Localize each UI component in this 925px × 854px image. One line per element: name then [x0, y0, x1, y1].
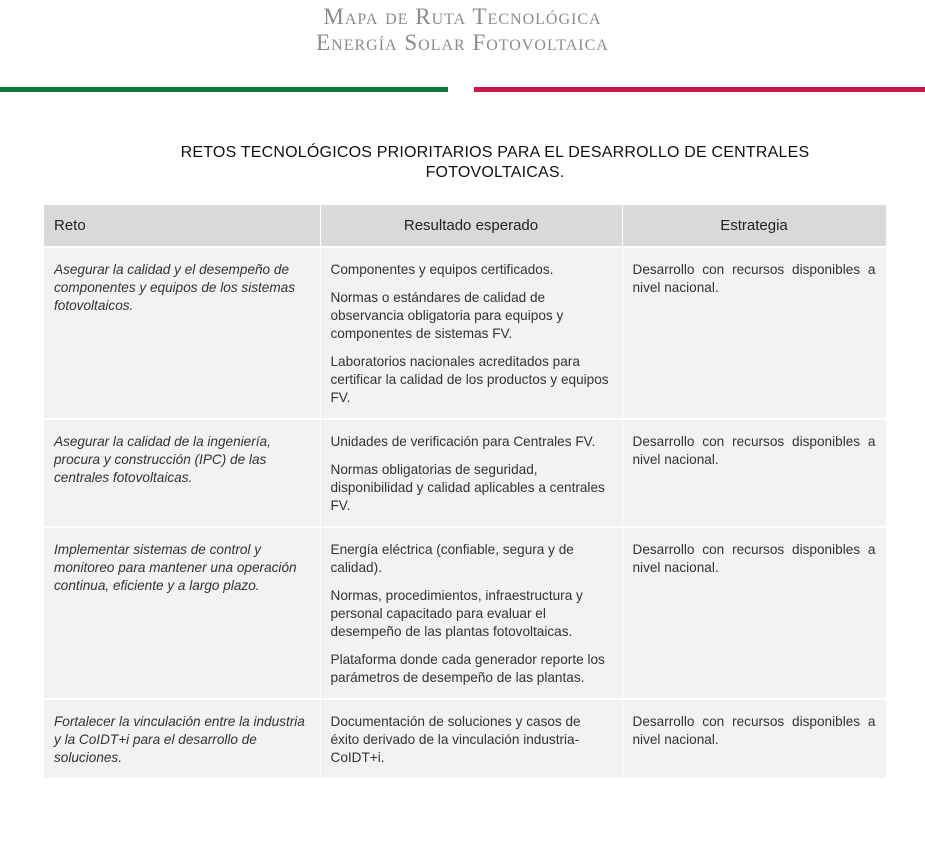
reto-cell: Asegurar la calidad y el desempeño de componentes y equipos de los sistemas fotovoltaicos.: [44, 247, 320, 419]
table-row: [44, 527, 886, 699]
resultado-item: Componentes y equipos certificados.: [330, 262, 554, 277]
resultado-item: Normas, procedimientos, infraestructura y personal capacitado para evaluar el desempeño de las plantas fotovoltaicas.: [330, 588, 583, 639]
header-band-red: [474, 87, 925, 92]
section-title-line-2: FOTOVOLTAICAS.: [425, 164, 565, 181]
estrategia-cell: Desarrollo con recursos disponibles a nivel nacional.: [622, 527, 886, 699]
estrategia-cell: Desarrollo con recursos disponibles a nivel nacional.: [622, 699, 886, 778]
reto-cell: Fortalecer la vinculación entre la industria y la CoIDT+i para el desarrollo de soluciones.: [44, 699, 320, 778]
column-header-reto: Reto: [44, 205, 320, 247]
table-row: [44, 419, 886, 527]
resultado-item: Laboratorios nacionales acreditados para certificar la calidad de los productos y equipos FV.: [330, 354, 609, 405]
resultado-cell: [320, 699, 622, 778]
document-header: [0, 4, 925, 56]
resultado-item: Plataforma donde cada generador reporte los parámetros de desempeño de las plantas.: [330, 652, 605, 685]
table-row: [44, 699, 886, 778]
estrategia-cell: Desarrollo con recursos disponibles a nivel nacional.: [622, 419, 886, 527]
table-row: [44, 247, 886, 419]
header-line-2: Energía Solar Fotovoltaica: [316, 30, 609, 55]
resultado-item: Documentación de soluciones y casos de éxito derivado de la vinculación industria-CoIDT+i.: [330, 714, 581, 765]
reto-cell: Implementar sistemas de control y monitoreo para mantener una operación continua, eficiente y a largo plazo.: [44, 527, 320, 699]
section-title: [110, 143, 880, 183]
estrategia-cell: Desarrollo con recursos disponibles a nivel nacional.: [622, 247, 886, 419]
resultado-cell: [320, 247, 622, 419]
table-header-row: [44, 205, 886, 247]
reto-cell: Asegurar la calidad de la ingeniería, procura y construcción (IPC) de las centrales fotovoltaicas.: [44, 419, 320, 527]
challenges-table: [44, 205, 887, 778]
resultado-cell: [320, 419, 622, 527]
header-band-green: [0, 87, 448, 92]
resultado-cell: [320, 527, 622, 699]
resultado-item: Energía eléctrica (confiable, segura y de calidad).: [330, 542, 574, 575]
header-line-1: Mapa de Ruta Tecnológica: [323, 4, 602, 29]
section-title-line-1: RETOS TECNOLÓGICOS PRIORITARIOS PARA EL DESARROLLO DE CENTRALES: [180, 144, 810, 161]
column-header-estrategia: Estrategia: [622, 205, 886, 247]
resultado-item: Normas obligatorias de seguridad, disponibilidad y calidad aplicables a centrales FV.: [330, 462, 605, 513]
resultado-item: Unidades de verificación para Centrales FV.: [330, 434, 596, 449]
column-header-resultado: Resultado esperado: [320, 205, 622, 247]
resultado-item: Normas o estándares de calidad de observancia obligatoria para equipos y componentes de sistemas FV.: [330, 290, 564, 341]
